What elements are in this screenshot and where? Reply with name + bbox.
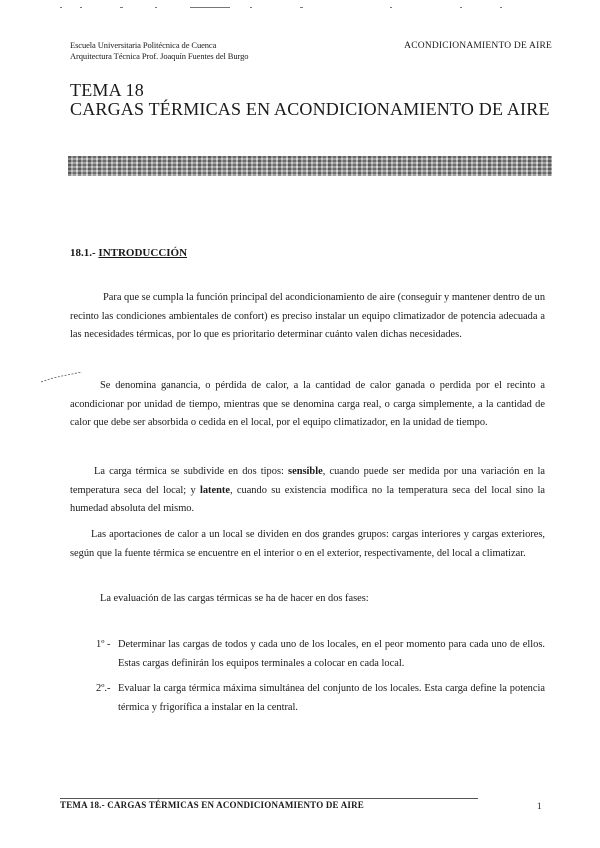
paragraph-5: La evaluación de las cargas térmicas se ha de hacer en dos fases: xyxy=(100,593,369,604)
list-item-text: Determinar las cargas de todos y cada uno de los locales, en el peor momento para cada uno de ellos. Estas cargas definirán los equipos terminales a colocar en cada local. xyxy=(118,639,545,669)
section-name: INTRODUCCIÓN xyxy=(98,247,188,259)
paragraph-3-c: , cuando puede ser medida por una variación en la temperatura seca del local; y xyxy=(70,466,546,496)
title-line2: CARGAS TÉRMICAS EN ACONDICIONAMIENTO DE AIRE xyxy=(70,99,550,119)
title-line1: TEMA 18 xyxy=(70,80,144,100)
page-title xyxy=(70,81,550,119)
list-item-text: Evaluar la carga térmica máxima simultánea del conjunto de los locales. Esta carga define la potencia térmica y frigorífica a instalar en la central. xyxy=(118,683,545,713)
scan-artifact-dots xyxy=(60,6,540,10)
header-institution-line2: Arquitectura Técnica Prof. Joaquín Fuentes del Burgo xyxy=(70,51,249,61)
page-number: 1 xyxy=(537,801,542,811)
paragraph-3-e: , cuando su existencia modifica no la temperatura seca del local sino la humedad absoluta del mismo. xyxy=(70,484,545,514)
footer-rule xyxy=(60,798,478,799)
paragraph-1: Para que se cumpla la función principal del acondicionamiento de aire (conseguir y mantener dentro de un recinto las condiciones ambientales de confort) es preciso instalar un equipo climatizador de potencia adecuada a las necesidades térmicas, por lo que es prioritario determinar cuánto valen dichas necesidades. xyxy=(70,292,546,340)
section-number: 18.1.- xyxy=(70,247,96,259)
header-institution xyxy=(70,40,248,62)
paragraph-3-a: La carga térmica se subdivide en dos tipos: xyxy=(94,466,289,477)
paragraph-2: Se denomina ganancia, o pérdida de calor, a la cantidad de calor ganada o perdida por el recinto a acondicionar por unidad de tiempo, mientras que se denomina carga real, o carga simplemente, a la cantidad de calor que debe ser absorbida o cedida en el local, por el equipo climatizador, en la unidad de tiempo. xyxy=(70,380,545,428)
handwritten-mark xyxy=(40,370,84,384)
footer-text: TEMA 18.- CARGAS TÉRMICAS EN ACONDICIONAMIENTO DE AIRE xyxy=(60,800,365,810)
list-item xyxy=(70,680,545,717)
list-item xyxy=(70,636,545,673)
term-latente: latente xyxy=(199,484,230,496)
list-item-number: 1º - xyxy=(96,639,111,650)
paragraph-4: Las aportaciones de calor a un local se dividen en dos grandes grupos: cargas interiores y cargas exteriores, según que la fuente térmica se encuentre en el interior o en el exterior, respectivamente, del local a climatizar. xyxy=(70,529,545,559)
paragraph-3 xyxy=(70,463,545,519)
section-heading xyxy=(70,247,187,259)
term-sensible: sensible xyxy=(288,466,323,477)
decorative-bar xyxy=(68,156,552,176)
header-institution-line1: Escuela Universitaria Politécnica de Cuenca xyxy=(70,40,217,50)
header-right-title: ACONDICIONAMIENTO DE AIRE xyxy=(404,41,552,51)
list-item-number: 2º.- xyxy=(96,683,111,694)
